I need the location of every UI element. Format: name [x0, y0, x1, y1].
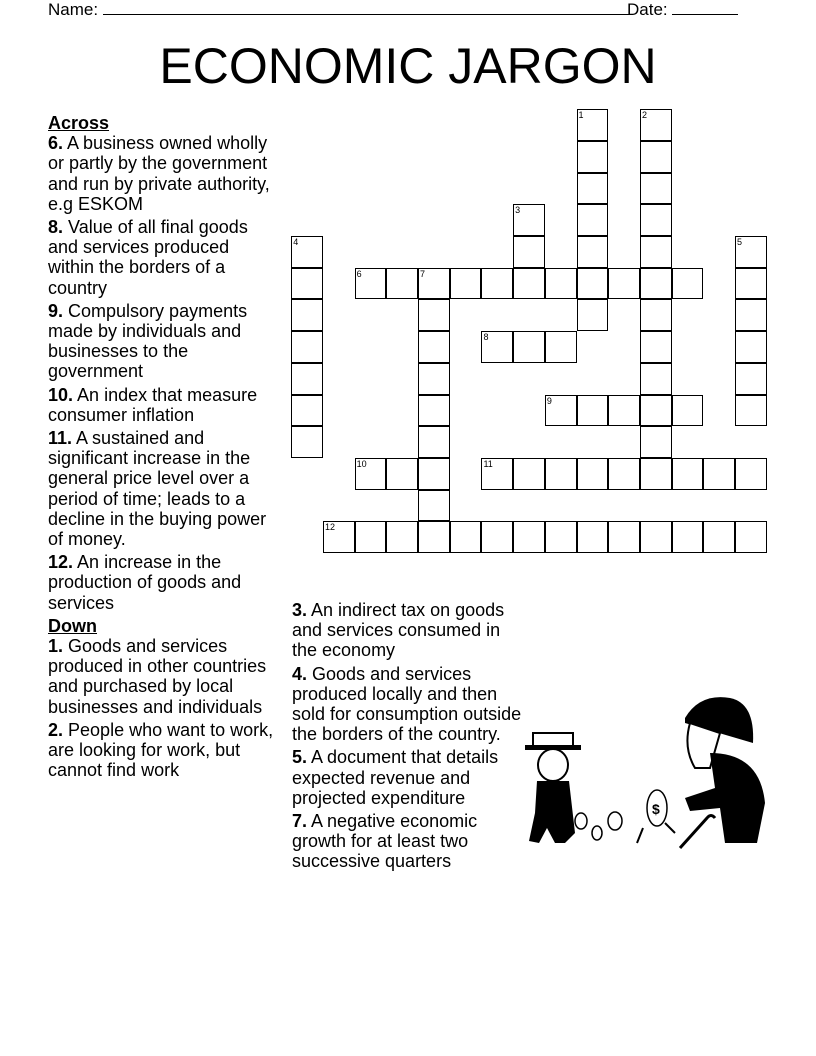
grid-cell[interactable] [450, 521, 482, 553]
grid-cell[interactable] [577, 204, 609, 236]
clue-text: Compulsory payments made by individuals and businesses to the government [48, 300, 248, 382]
clue-text: Goods and services produced locally and then sold for consumption outside the borders of the country. [292, 663, 522, 745]
cell-number: 1 [578, 110, 584, 121]
clue-number: 4. [292, 663, 308, 684]
grid-cell[interactable] [545, 521, 577, 553]
grid-cell[interactable] [640, 109, 672, 141]
grid-cell[interactable] [545, 331, 577, 363]
clue-number: 9. [48, 300, 64, 321]
grid-cell[interactable] [355, 521, 387, 553]
clue-number: 5. [292, 747, 308, 768]
grid-cell[interactable] [640, 395, 672, 427]
grid-cell[interactable] [513, 458, 545, 490]
grid-cell[interactable] [291, 299, 323, 331]
name-blank[interactable] [103, 0, 633, 15]
grid-cell[interactable] [577, 521, 609, 553]
grid-cell[interactable] [735, 521, 767, 553]
grid-cell[interactable] [735, 331, 767, 363]
grid-cell[interactable] [355, 268, 387, 300]
grid-cell[interactable] [545, 395, 577, 427]
grid-cell[interactable] [481, 521, 513, 553]
name-field[interactable] [48, 0, 633, 20]
clue-across-0 [48, 133, 280, 214]
grid-cell[interactable] [418, 458, 450, 490]
cell-number: 10 [356, 458, 367, 469]
clue-down-5 [292, 811, 528, 872]
clue-down-3 [292, 664, 528, 745]
clue-down-0 [48, 636, 280, 717]
clue-across-2 [48, 301, 280, 382]
grid-cell[interactable] [608, 268, 640, 300]
grid-cell[interactable] [577, 173, 609, 205]
grid-cell[interactable] [608, 458, 640, 490]
grid-cell[interactable] [418, 331, 450, 363]
clue-text: A business owned wholly or partly by the government and run by private authority, e.g ESKOM [48, 133, 270, 214]
grid-cell[interactable] [735, 395, 767, 427]
grid-cell[interactable] [386, 521, 418, 553]
cell-number: 2 [641, 110, 647, 121]
grid-cell[interactable] [577, 268, 609, 300]
clue-across-5 [48, 552, 280, 613]
grid-cell[interactable] [291, 395, 323, 427]
grid-cell[interactable] [640, 426, 672, 458]
clues-right-column [292, 600, 528, 875]
clue-text: An increase in the production of goods and services [48, 552, 242, 613]
grid-cell[interactable] [672, 268, 704, 300]
grid-cell[interactable] [577, 458, 609, 490]
across-heading: Across [48, 113, 110, 133]
grid-cell[interactable] [735, 236, 767, 268]
grid-cell[interactable] [418, 268, 450, 300]
date-label: Date: [627, 0, 668, 19]
grid-cell[interactable] [735, 268, 767, 300]
grid-cell[interactable] [418, 299, 450, 331]
clue-text: A negative economic growth for at least two successive quarters [292, 811, 478, 872]
grid-cell[interactable] [577, 299, 609, 331]
grid-cell[interactable] [640, 363, 672, 395]
name-label: Name: [48, 0, 99, 19]
grid-cell[interactable] [640, 458, 672, 490]
cartoon-money-walking-icon [525, 693, 775, 858]
cell-number: 7 [420, 268, 426, 279]
grid-cell[interactable] [418, 521, 450, 553]
grid-cell[interactable] [291, 363, 323, 395]
clue-down-2 [292, 600, 528, 661]
date-field[interactable] [627, 0, 738, 20]
grid-cell[interactable] [513, 268, 545, 300]
grid-cell[interactable] [703, 458, 735, 490]
grid-cell[interactable] [640, 299, 672, 331]
down-clue-list-continued [292, 600, 528, 872]
down-clue-list [48, 636, 280, 780]
clue-text: People who want to work, are looking for work, but cannot find work [48, 719, 274, 781]
grid-cell[interactable] [672, 521, 704, 553]
cell-number: 6 [356, 268, 362, 279]
clue-number: 11. [48, 428, 73, 449]
grid-cell[interactable] [735, 363, 767, 395]
grid-cell[interactable] [481, 268, 513, 300]
clue-down-1 [48, 720, 280, 781]
grid-cell[interactable] [640, 173, 672, 205]
date-blank[interactable] [672, 0, 738, 15]
cell-number: 11 [483, 458, 493, 469]
down-heading: Down [48, 615, 97, 636]
grid-cell[interactable] [608, 521, 640, 553]
grid-cell[interactable] [735, 299, 767, 331]
grid-cell[interactable] [608, 395, 640, 427]
clue-text: An index that measure consumer inflation [48, 384, 258, 425]
grid-cell[interactable] [672, 395, 704, 427]
clue-number: 2. [48, 719, 64, 740]
clue-across-4 [48, 428, 280, 549]
grid-cell[interactable] [291, 236, 323, 268]
clue-text: Goods and services produced in other countries and purchased by local businesses and individuals [48, 636, 267, 717]
cell-number: 4 [293, 237, 299, 248]
grid-cell[interactable] [513, 331, 545, 363]
grid-cell[interactable] [386, 268, 418, 300]
clue-text: An indirect tax on goods and services consumed in the economy [292, 600, 505, 661]
grid-cell[interactable] [640, 236, 672, 268]
clue-number: 8. [48, 217, 64, 238]
grid-cell[interactable] [640, 521, 672, 553]
grid-cell[interactable] [291, 331, 323, 363]
cell-number: 12 [324, 522, 335, 533]
grid-cell[interactable] [577, 236, 609, 268]
grid-cell[interactable] [672, 458, 704, 490]
grid-cell[interactable] [323, 521, 355, 553]
grid-cell[interactable] [640, 331, 672, 363]
clue-number: 1. [48, 636, 64, 657]
grid-cell[interactable] [703, 521, 735, 553]
page-title: ECONOMIC JARGON [159, 38, 657, 94]
grid-cell[interactable] [291, 268, 323, 300]
grid-cell[interactable] [577, 109, 609, 141]
grid-cell[interactable] [513, 204, 545, 236]
grid-cell[interactable] [640, 204, 672, 236]
grid-cell[interactable] [418, 490, 450, 522]
grid-cell[interactable] [418, 395, 450, 427]
clues-left-column [48, 113, 280, 784]
grid-cell[interactable] [291, 426, 323, 458]
clue-number: 6. [48, 133, 64, 154]
clue-down-4 [292, 747, 528, 808]
clue-text: A sustained and significant increase in the general price level over a period of time; leads to a decline in the buying power of money. [48, 428, 267, 550]
grid-cell[interactable] [418, 363, 450, 395]
grid-cell[interactable] [735, 458, 767, 490]
clue-number: 12. [48, 552, 74, 573]
cell-number: 3 [515, 205, 521, 216]
cell-number: 8 [483, 332, 489, 343]
cell-number: 9 [546, 395, 552, 406]
grid-cell[interactable] [513, 236, 545, 268]
grid-cell[interactable] [577, 395, 609, 427]
grid-cell[interactable] [481, 331, 513, 363]
grid-cell[interactable] [545, 268, 577, 300]
cell-number: 5 [737, 237, 743, 248]
grid-cell[interactable] [418, 426, 450, 458]
grid-cell[interactable] [577, 141, 609, 173]
clue-number: 7. [292, 811, 308, 832]
grid-cell[interactable] [513, 521, 545, 553]
clue-text: A document that details expected revenue and projected expenditure [292, 747, 499, 808]
clue-number: 3. [292, 600, 308, 620]
grid-cell[interactable] [640, 268, 672, 300]
grid-cell[interactable] [640, 141, 672, 173]
across-clue-list [48, 133, 280, 613]
grid-cell[interactable] [386, 458, 418, 490]
grid-cell[interactable] [450, 268, 482, 300]
grid-cell[interactable] [355, 458, 387, 490]
svg-text:$: $ [652, 801, 660, 817]
grid-cell[interactable] [545, 458, 577, 490]
clue-across-3 [48, 385, 280, 425]
clue-number: 10. [48, 384, 74, 405]
grid-cell[interactable] [481, 458, 513, 490]
clue-text: Value of all final goods and services produced within the borders of a country [48, 217, 248, 298]
clue-across-1 [48, 217, 280, 298]
